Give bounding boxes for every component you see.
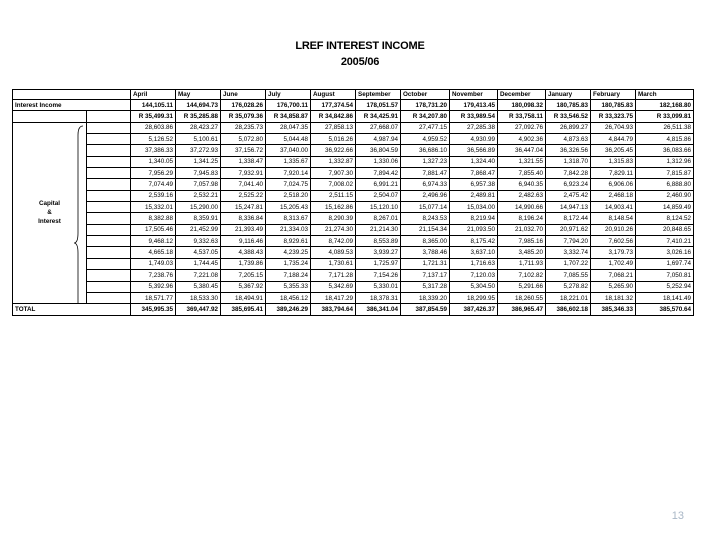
capital-interest-cell: 7,945.83 [176,168,221,179]
interest-income-cell: R 33,099.81 [636,111,694,122]
capital-interest-cell: 26,511.38 [636,122,694,133]
capital-interest-cell: 18,494.91 [221,292,266,303]
capital-interest-cell: 17,505.46 [131,224,176,235]
blank-cell [87,270,131,281]
capital-interest-cell: 8,382.88 [131,213,176,224]
capital-interest-cell: 36,447.04 [498,145,546,156]
capital-interest-cell: 21,393.49 [221,224,266,235]
interest-income-cell: R 33,323.75 [591,111,636,122]
capital-interest-cell: 1,332.87 [311,156,356,167]
capital-interest-cell: 7,920.14 [266,168,311,179]
capital-interest-row [13,145,694,156]
total-cell: 387,854.59 [401,304,450,315]
capital-interest-cell: 18,260.55 [498,292,546,303]
interest-income-cell: R 34,425.91 [356,111,401,122]
capital-interest-cell: 21,274.30 [311,224,356,235]
interest-income-cell: 177,374.54 [311,100,356,111]
capital-interest-cell: 7,932.91 [221,168,266,179]
capital-interest-cell: 6,974.33 [401,179,450,190]
capital-interest-cell: 5,380.45 [176,281,221,292]
capital-interest-cell: 5,278.82 [546,281,591,292]
capital-interest-cell: 21,032.70 [498,224,546,235]
capital-interest-cell: 28,235.73 [221,122,266,133]
capital-interest-cell: 8,742.09 [311,236,356,247]
capital-interest-cell: 4,665.18 [131,247,176,258]
interest-income-cell: 180,785.83 [546,100,591,111]
capital-interest-cell: 20,910.26 [591,224,636,235]
capital-interest-cell: 7,602.56 [591,236,636,247]
capital-interest-cell: 36,922.66 [311,145,356,156]
capital-interest-cell: 5,016.26 [311,134,356,145]
capital-interest-cell: 5,126.52 [131,134,176,145]
capital-interest-cell: 7,410.21 [636,236,694,247]
capital-interest-cell: 8,313.67 [266,213,311,224]
blank-cell [87,258,131,269]
capital-interest-cell: 7,829.11 [591,168,636,179]
capital-interest-cell: 8,553.89 [356,236,401,247]
blank-cell [87,202,131,213]
capital-interest-cell: 8,929.61 [266,236,311,247]
capital-interest-row [13,281,694,292]
column-header-september: September [356,90,401,100]
capital-interest-cell: 37,040.00 [266,145,311,156]
capital-interest-cell: 26,704.93 [591,122,636,133]
capital-interest-cell: 14,947.13 [546,202,591,213]
capital-interest-cell: 5,330.01 [356,281,401,292]
capital-interest-cell: 5,252.94 [636,281,694,292]
capital-interest-cell: 9,468.12 [131,236,176,247]
capital-interest-cell: 27,092.76 [498,122,546,133]
capital-interest-cell: 1,324.40 [450,156,498,167]
capital-interest-cell: 3,026.16 [636,247,694,258]
capital-interest-row [13,156,694,167]
report-title: LREF INTEREST INCOME [295,40,425,52]
column-header-october: October [401,90,450,100]
capital-interest-cell: 1,315.83 [591,156,636,167]
capital-interest-cell: 1,730.61 [311,258,356,269]
interest-income-cell: R 33,546.52 [546,111,591,122]
capital-interest-cell: 8,243.53 [401,213,450,224]
capital-interest-cell: 1,735.24 [266,258,311,269]
capital-interest-cell: 7,085.55 [546,270,591,281]
capital-interest-cell: 6,940.35 [498,179,546,190]
column-header-december: December [498,90,546,100]
capital-interest-row [13,168,694,179]
capital-interest-cell: 7,956.29 [131,168,176,179]
capital-interest-cell: 8,124.52 [636,213,694,224]
capital-interest-cell: 4,388.43 [221,247,266,258]
interest-income-cell: 144,105.11 [131,100,176,111]
capital-interest-cell: 36,804.59 [356,145,401,156]
capital-interest-cell: 6,906.06 [591,179,636,190]
capital-interest-cell: 14,859.49 [636,202,694,213]
capital-interest-cell: 4,873.63 [546,134,591,145]
report-subtitle: 2005/06 [340,56,380,68]
blank-cell [87,190,131,201]
capital-interest-cell: 7,050.81 [636,270,694,281]
capital-interest-cell: 7,868.47 [450,168,498,179]
capital-interest-cell: 18,571.77 [131,292,176,303]
capital-interest-cell: 2,496.96 [401,190,450,201]
total-label: TOTAL [13,304,131,315]
capital-interest-cell: 7,057.98 [176,179,221,190]
capital-interest-cell: 7,120.03 [450,270,498,281]
blank-cell [87,281,131,292]
total-cell: 345,995.35 [131,304,176,315]
capital-interest-cell: 27,477.15 [401,122,450,133]
page-number: 13 [671,510,684,522]
capital-label-line: Capital [39,200,60,208]
capital-interest-cell: 2,489.81 [450,190,498,201]
capital-interest-cell: 15,290.00 [176,202,221,213]
header-row [13,90,694,100]
capital-interest-cell: 7,171.28 [311,270,356,281]
capital-interest-row [13,292,694,303]
capital-interest-cell: 1,335.67 [266,156,311,167]
interest-income-cell: 144,694.73 [176,100,221,111]
capital-interest-cell: 1,338.47 [221,156,266,167]
capital-interest-cell: 7,024.75 [266,179,311,190]
capital-interest-cell: 5,304.50 [450,281,498,292]
capital-interest-cell: 18,221.01 [546,292,591,303]
capital-interest-row [13,270,694,281]
capital-interest-cell: 2,511.15 [311,190,356,201]
capital-interest-cell: 1,739.86 [221,258,266,269]
capital-interest-cell: 2,504.07 [356,190,401,201]
capital-interest-cell: 1,725.97 [356,258,401,269]
capital-interest-cell: 7,842.28 [546,168,591,179]
capital-interest-cell: 8,290.39 [311,213,356,224]
interest-income-cell: R 34,842.86 [311,111,356,122]
capital-interest-cell: 4,537.05 [176,247,221,258]
capital-interest-cell: 3,179.73 [591,247,636,258]
capital-interest-cell: 21,452.99 [176,224,221,235]
capital-interest-cell: 1,702.49 [591,258,636,269]
capital-interest-cell: 8,267.01 [356,213,401,224]
capital-interest-cell: 4,239.25 [266,247,311,258]
blank-cell [87,224,131,235]
capital-interest-row [13,224,694,235]
capital-interest-cell: 8,336.84 [221,213,266,224]
capital-interest-cell: 15,034.00 [450,202,498,213]
capital-interest-cell: 7,815.87 [636,168,694,179]
column-header-august: August [311,90,356,100]
capital-interest-cell: 36,566.89 [450,145,498,156]
capital-interest-cell: 5,100.61 [176,134,221,145]
capital-interest-cell: 2,518.20 [266,190,311,201]
capital-interest-cell: 28,047.35 [266,122,311,133]
capital-interest-cell: 1,327.23 [401,156,450,167]
capital-interest-cell: 8,359.91 [176,213,221,224]
capital-interest-cell: 18,299.95 [450,292,498,303]
capital-interest-cell: 7,221.08 [176,270,221,281]
capital-interest-cell: 18,339.20 [401,292,450,303]
capital-interest-cell: 21,334.03 [266,224,311,235]
capital-interest-cell: 4,902.36 [498,134,546,145]
total-cell: 387,426.37 [450,304,498,315]
capital-interest-cell: 7,894.42 [356,168,401,179]
capital-interest-cell: 1,744.45 [176,258,221,269]
capital-interest-cell: 18,181.32 [591,292,636,303]
column-header-april: April [131,90,176,100]
capital-interest-cell: 7,154.26 [356,270,401,281]
interest-income-label: Interest Income [13,100,131,111]
capital-interest-cell: 36,686.10 [401,145,450,156]
capital-interest-cell: 14,903.41 [591,202,636,213]
capital-interest-cell: 28,423.27 [176,122,221,133]
capital-interest-cell: 6,991.21 [356,179,401,190]
capital-interest-cell: 8,148.54 [591,213,636,224]
capital-interest-cell: 7,794.20 [546,236,591,247]
capital-interest-cell: 6,957.38 [450,179,498,190]
capital-interest-cell: 9,332.63 [176,236,221,247]
interest-income-cell: R 33,758.11 [498,111,546,122]
capital-interest-cell: 4,815.86 [636,134,694,145]
capital-interest-cell: 2,482.63 [498,190,546,201]
capital-interest-cell: 20,971.62 [546,224,591,235]
interest-income-cell: R 34,207.80 [401,111,450,122]
capital-interest-row [13,258,694,269]
interest-income-row [13,100,694,111]
capital-interest-cell: 27,285.38 [450,122,498,133]
capital-interest-row [13,134,694,145]
capital-interest-cell: 18,417.29 [311,292,356,303]
capital-interest-cell: 7,008.02 [311,179,356,190]
interest-income-cell: R 35,079.36 [221,111,266,122]
capital-interest-cell: 5,367.92 [221,281,266,292]
curly-brace-icon [74,125,84,304]
capital-label-line: & [47,209,52,217]
blank-cell [87,145,131,156]
capital-interest-cell: 3,788.46 [401,247,450,258]
capital-label-line: Interest [38,218,61,226]
capital-interest-cell: 5,342.69 [311,281,356,292]
total-row [13,304,694,315]
column-header-january: January [546,90,591,100]
interest-income-cell: R 33,989.54 [450,111,498,122]
capital-interest-cell: 7,238.76 [131,270,176,281]
capital-interest-cell: 15,162.86 [311,202,356,213]
capital-interest-label [13,122,87,304]
capital-interest-cell: 3,485.20 [498,247,546,258]
capital-interest-cell: 4,089.53 [311,247,356,258]
capital-interest-cell: 1,721.31 [401,258,450,269]
interest-income-cell: R 35,285.88 [176,111,221,122]
capital-interest-cell: 6,923.24 [546,179,591,190]
capital-interest-cell: 5,072.80 [221,134,266,145]
capital-interest-cell: 7,881.47 [401,168,450,179]
capital-interest-cell: 27,668.07 [356,122,401,133]
blank-cell [87,156,131,167]
interest-income-cell: R 34,858.87 [266,111,311,122]
capital-interest-cell: 37,272.93 [176,145,221,156]
capital-interest-cell: 1,707.22 [546,258,591,269]
interest-income-cell: 179,413.45 [450,100,498,111]
column-header-november: November [450,90,498,100]
capital-interest-cell: 5,355.33 [266,281,311,292]
blank-cell [87,179,131,190]
capital-interest-cell: 7,188.24 [266,270,311,281]
capital-interest-cell: 7,985.16 [498,236,546,247]
capital-interest-cell: 37,386.33 [131,145,176,156]
blank-cell [87,236,131,247]
capital-interest-cell: 14,990.66 [498,202,546,213]
capital-interest-cell: 37,156.72 [221,145,266,156]
capital-interest-cell: 7,205.15 [221,270,266,281]
capital-interest-cell: 2,532.21 [176,190,221,201]
capital-interest-row [13,179,694,190]
interest-income-cell: 178,731.20 [401,100,450,111]
capital-interest-cell: 2,468.18 [591,190,636,201]
total-cell: 386,341.04 [356,304,401,315]
capital-interest-cell: 1,321.55 [498,156,546,167]
capital-interest-cell: 3,939.27 [356,247,401,258]
blank-cell [87,134,131,145]
total-cell: 385,346.33 [591,304,636,315]
capital-interest-cell: 2,460.90 [636,190,694,201]
capital-interest-cell: 5,392.96 [131,281,176,292]
capital-interest-cell: 18,533.30 [176,292,221,303]
capital-interest-cell: 4,959.52 [401,134,450,145]
capital-interest-cell: 8,196.24 [498,213,546,224]
column-header-june: June [221,90,266,100]
capital-interest-cell: 7,907.30 [311,168,356,179]
capital-interest-cell: 36,205.45 [591,145,636,156]
blank-cell [87,292,131,303]
blank-cell [13,111,87,122]
capital-interest-cell: 5,291.66 [498,281,546,292]
capital-interest-cell: 1,341.25 [176,156,221,167]
capital-interest-cell: 20,848.65 [636,224,694,235]
capital-interest-cell: 2,539.16 [131,190,176,201]
blank-cell [87,168,131,179]
interest-income-cell: 176,700.11 [266,100,311,111]
total-cell: 369,447.92 [176,304,221,315]
capital-interest-cell: 7,855.40 [498,168,546,179]
interest-income-cell: 176,028.26 [221,100,266,111]
column-header-march: March [636,90,694,100]
capital-interest-cell: 8,365.00 [401,236,450,247]
capital-interest-cell: 1,318.70 [546,156,591,167]
column-header-july: July [266,90,311,100]
capital-interest-cell: 8,219.94 [450,213,498,224]
capital-interest-cell: 15,205.43 [266,202,311,213]
capital-interest-cell: 7,074.49 [131,179,176,190]
capital-interest-cell: 15,077.14 [401,202,450,213]
capital-interest-cell: 21,154.34 [401,224,450,235]
capital-interest-cell: 28,603.86 [131,122,176,133]
capital-interest-row [13,190,694,201]
interest-income-cell: R 35,499.31 [131,111,176,122]
capital-interest-cell: 5,265.90 [591,281,636,292]
capital-interest-row [13,213,694,224]
capital-interest-cell: 1,716.63 [450,258,498,269]
capital-interest-cell: 7,041.40 [221,179,266,190]
capital-interest-cell: 4,930.99 [450,134,498,145]
total-cell: 386,965.47 [498,304,546,315]
capital-interest-cell: 5,317.28 [401,281,450,292]
capital-interest-cell: 36,083.66 [636,145,694,156]
header-blank-cell [13,90,131,100]
capital-interest-cell: 8,172.44 [546,213,591,224]
capital-interest-cell: 15,332.01 [131,202,176,213]
total-cell: 386,602.18 [546,304,591,315]
interest-income-cell: 180,785.83 [591,100,636,111]
capital-interest-cell: 1,711.93 [498,258,546,269]
capital-interest-cell: 15,120.10 [356,202,401,213]
capital-interest-cell: 4,987.94 [356,134,401,145]
capital-interest-row [13,202,694,213]
capital-interest-cell: 15,247.81 [221,202,266,213]
blank-cell [87,111,131,122]
capital-interest-cell: 1,330.06 [356,156,401,167]
capital-interest-cell: 4,844.79 [591,134,636,145]
total-cell: 383,794.64 [311,304,356,315]
blank-cell [87,247,131,258]
capital-interest-cell: 8,175.42 [450,236,498,247]
total-cell: 385,570.64 [636,304,694,315]
capital-interest-cell: 27,858.13 [311,122,356,133]
capital-interest-cell: 1,340.05 [131,156,176,167]
capital-interest-row [13,247,694,258]
capital-interest-cell: 2,475.42 [546,190,591,201]
capital-interest-cell: 7,102.82 [498,270,546,281]
total-cell: 385,695.41 [221,304,266,315]
column-header-february: February [591,90,636,100]
capital-interest-cell: 21,214.30 [356,224,401,235]
capital-interest-cell: 18,141.49 [636,292,694,303]
capital-interest-cell: 1,749.03 [131,258,176,269]
capital-interest-cell: 3,332.74 [546,247,591,258]
interest-income-cell: 182,168.80 [636,100,694,111]
blank-cell [87,122,131,133]
capital-interest-cell: 5,044.48 [266,134,311,145]
capital-interest-row [13,236,694,247]
capital-interest-cell: 3,637.10 [450,247,498,258]
capital-interest-cell: 18,456.12 [266,292,311,303]
interest-income-table [12,89,694,316]
interest-income-cell: 178,051.57 [356,100,401,111]
capital-interest-cell: 18,378.31 [356,292,401,303]
capital-interest-row [13,122,694,133]
capital-interest-cell: 7,137.17 [401,270,450,281]
capital-interest-cell: 6,888.80 [636,179,694,190]
blank-cell [87,213,131,224]
column-header-may: May [176,90,221,100]
total-cell: 389,246.29 [266,304,311,315]
capital-interest-cell: 2,525.22 [221,190,266,201]
capital-interest-cell: 1,312.96 [636,156,694,167]
capital-interest-cell: 36,326.56 [546,145,591,156]
capital-interest-cell: 9,116.46 [221,236,266,247]
interest-income-row [13,111,694,122]
capital-interest-cell: 1,697.74 [636,258,694,269]
capital-interest-cell: 26,899.27 [546,122,591,133]
capital-interest-cell: 7,068.21 [591,270,636,281]
capital-interest-cell: 21,093.50 [450,224,498,235]
interest-income-cell: 180,098.32 [498,100,546,111]
